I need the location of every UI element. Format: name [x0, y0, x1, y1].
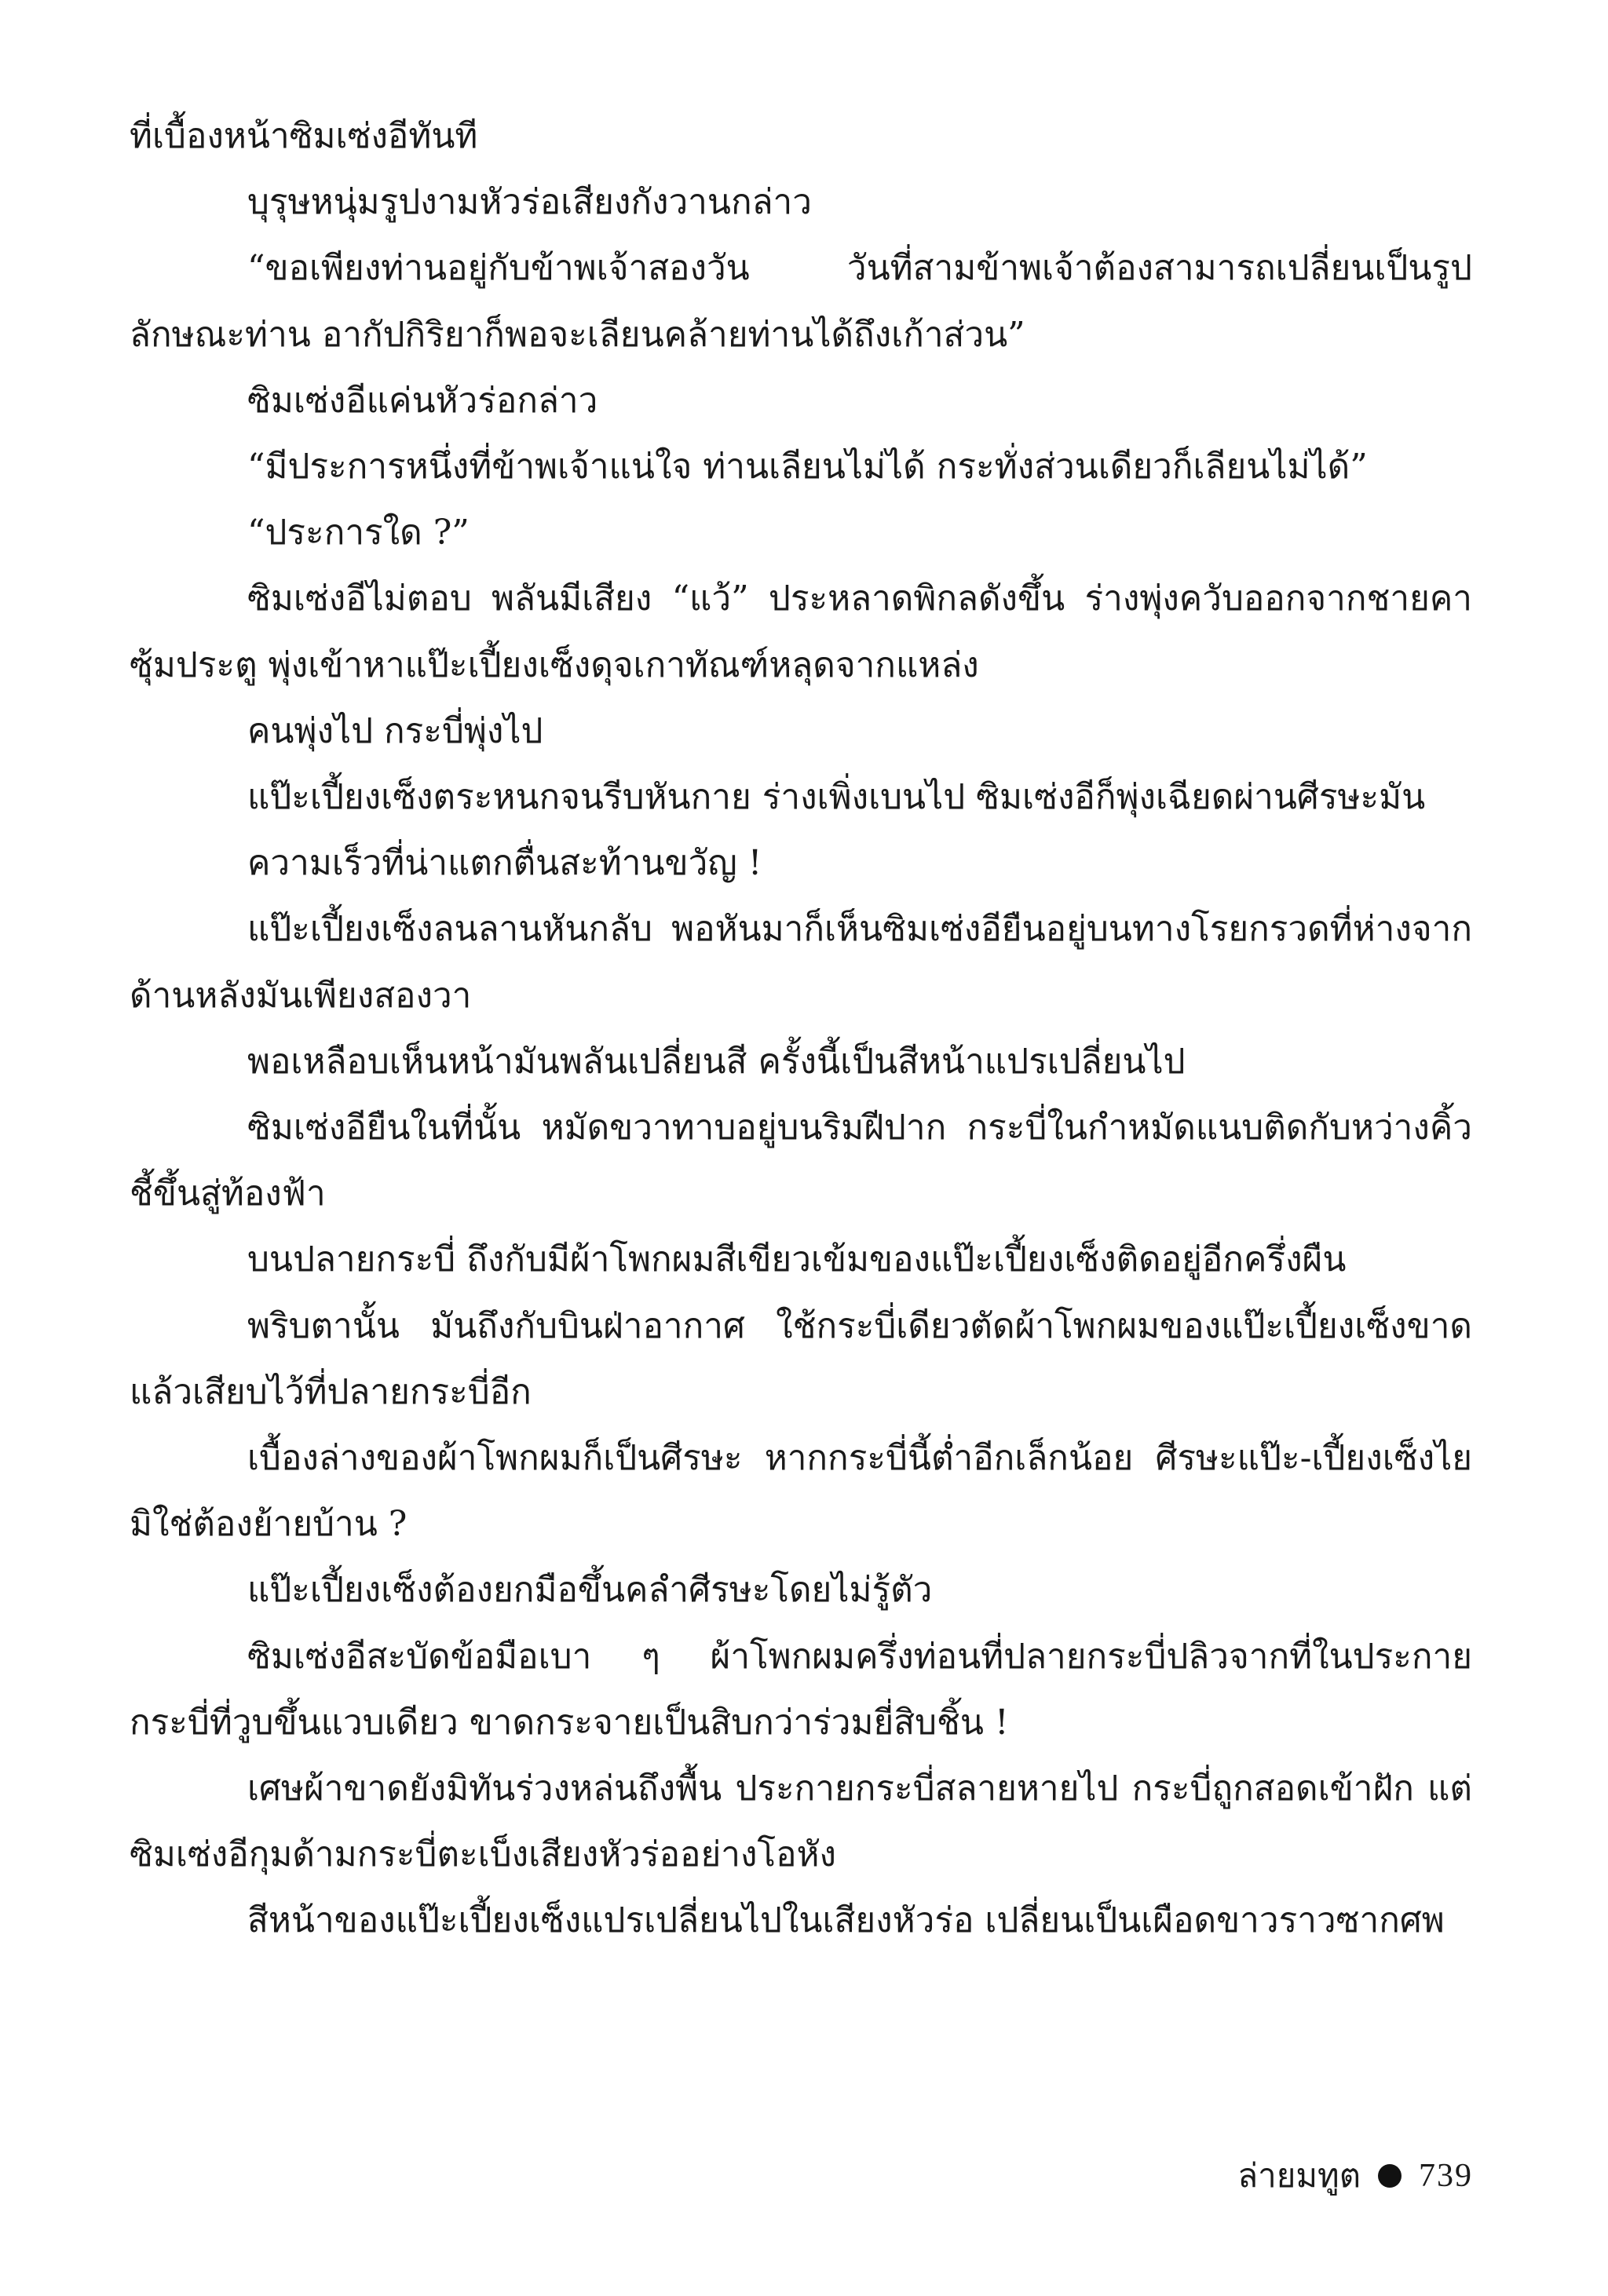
- paragraph: ซิมเซ่งอีไม่ตอบ พลันมีเสียง “แว้” ประหลาดพิกลดังขึ้น ร่างพุ่งควับออกจากชายคาซุ้มประตู พุ่งเข้าหาแป๊ะเปี้ยงเซ็งดุจเกาทัณฑ์หลุดจากแหล่ง: [130, 579, 1472, 685]
- paragraph: แป๊ะเปี้ยงเซ็งต้องยกมือขึ้นคลำศีรษะโดยไม่รู้ตัว: [247, 1570, 933, 1611]
- paragraph: พริบตานั้น มันถึงกับบินฝ่าอากาศ ใช้กระบี่เดียวตัดผ้าโพกผมของแป๊ะเปี้ยงเซ็งขาด แล้วเสียบไว้ที่ปลายกระบี่อีก: [130, 1305, 1472, 1412]
- paragraph: ความเร็วที่น่าแตกตื่นสะท้านขวัญ !: [247, 843, 762, 884]
- body-text: [130, 104, 1472, 1955]
- paragraph: พอเหลือบเห็นหน้ามันพลันเปลี่ยนสี ครั้งนี้เป็นสีหน้าแปรเปลี่ยนไป: [247, 1041, 1186, 1082]
- paragraph: แป๊ะเปี้ยงเซ็งลนลานหันกลับ พอหันมาก็เห็นซิมเซ่งอียืนอยู่บนทางโรยกรวดที่ห่างจากด้านหลังมันเพียงสองวา: [130, 909, 1472, 1016]
- paragraph: บนปลายกระบี่ ถึงกับมีผ้าโพกผมสีเขียวเข้มของแป๊ะเปี้ยงเซ็งติดอยู่อีกครึ่งผืน: [247, 1239, 1347, 1280]
- page-footer: [1237, 2152, 1473, 2199]
- page-number: 739: [1419, 2158, 1473, 2194]
- paragraph: ที่เบื้องหน้าซิมเซ่งอีทันที: [130, 116, 478, 156]
- paragraph: คนพุ่งไป กระบี่พุ่งไป: [247, 710, 543, 751]
- paragraph: เบื้องล่างของผ้าโพกผมก็เป็นศีรษะ หากกระบี่นี้ต่ำอีกเล็กน้อย ศีรษะแป๊ะ-เปี้ยงเซ็งไยมิใช่ต้องย้ายบ้าน ?: [130, 1438, 1472, 1545]
- paragraph: “มีประการหนึ่งที่ข้าพเจ้าแน่ใจ ท่านเลียนไม่ได้ กระทั่งส่วนเดียวก็เลียนไม่ได้”: [247, 447, 1368, 487]
- paragraph: “ขอเพียงท่านอยู่กับข้าพเจ้าสองวัน วันที่สามข้าพเจ้าต้องสามารถเปลี่ยนเป็นรูปลักษณะท่าน อากัปกิริยาก็พอจะเลียนคล้ายท่านได้ถึงเก้าส่วน”: [130, 248, 1472, 355]
- paragraph: แป๊ะเปี้ยงเซ็งตระหนกจนรีบหันกาย ร่างเพิ่งเบนไป ซิมเซ่งอีก็พุ่งเฉียดผ่านศีรษะมัน: [247, 777, 1426, 818]
- paragraph: ซิมเซ่งอียืนในที่นั้น หมัดขวาทาบอยู่บนริมฝีปาก กระบี่ในกำหมัดแนบติดกับหว่างคิ้ว ชี้ขึ้นสู่ท้องฟ้า: [130, 1108, 1472, 1214]
- paragraph: ซิมเซ่งอีสะบัดข้อมือเบา ๆ ผ้าโพกผมครึ่งท่อนที่ปลายกระบี่ปลิวจากที่ในประกายกระบี่ที่วูบขึ้นแวบเดียว ขาดกระจายเป็นสิบกว่าร่วมยี่สิบชิ้น !: [130, 1636, 1472, 1743]
- paragraph: ซิมเซ่งอีแค่นหัวร่อกล่าว: [247, 380, 598, 421]
- bullet-icon: [1378, 2164, 1402, 2188]
- paragraph: “ประการใด ?”: [247, 513, 470, 553]
- running-title: ล่ายมทูต: [1237, 2156, 1361, 2195]
- paragraph: บุรุษหนุ่มรูปงามหัวร่อเสียงกังวานกล่าว: [247, 182, 812, 223]
- paragraph: เศษผ้าขาดยังมิทันร่วงหล่นถึงพื้น ประกายกระบี่สลายหายไป กระบี่ถูกสอดเข้าฝัก แต่ซิมเซ่งอีกุมด้ามกระบี่ตะเบ็งเสียงหัวร่ออย่างโอหัง: [130, 1769, 1472, 1875]
- paragraph: สีหน้าของแป๊ะเปี้ยงเซ็งแปรเปลี่ยนไปในเสียงหัวร่อ เปลี่ยนเป็นเผือดขาวราวซากศพ: [247, 1900, 1445, 1941]
